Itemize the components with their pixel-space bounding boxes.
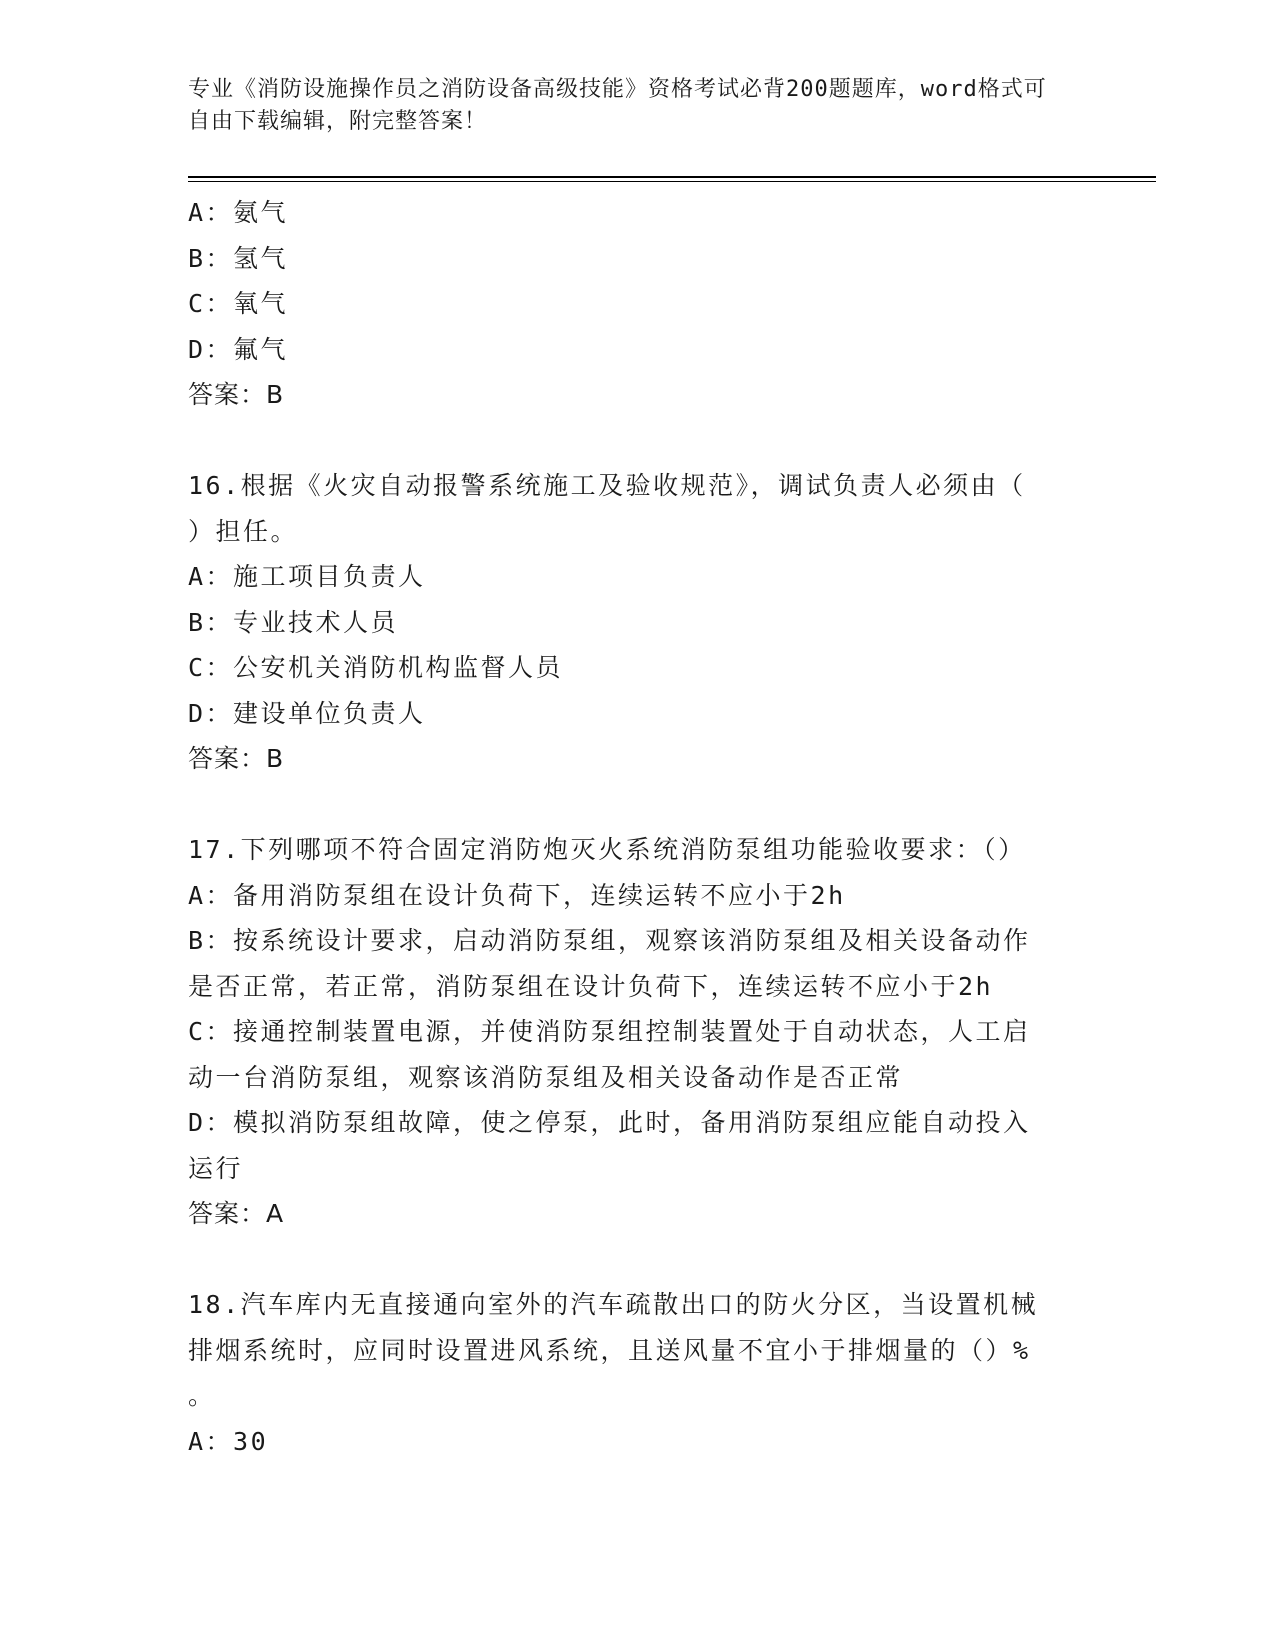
option-d-continued: 运行 (188, 1153, 244, 1183)
answer: 答案：B (188, 744, 285, 773)
question-text: 排烟系统时，应同时设置进风系统，且送风量不宜小于排烟量的（）% (188, 1335, 1031, 1365)
option-a: A：30 (188, 1426, 269, 1456)
answer: 答案：A (188, 1199, 285, 1228)
option-a: A：备用消防泵组在设计负荷下，连续运转不应小于2h (188, 880, 846, 910)
option-a: A：施工项目负责人 (188, 562, 426, 591)
option-c: C：公安机关消防机构监督人员 (188, 653, 564, 682)
header-title: 专业《消防设施操作员之消防设备高级技能》资格考试必背200题题库，word格式可自由下载编辑，附完整答案！ (188, 77, 1047, 134)
spacer (188, 418, 1078, 464)
option-d: D：氟气 (188, 334, 289, 364)
option-b: B：氢气 (188, 243, 289, 273)
option-c-continued: 动一台消防泵组，观察该消防泵组及相关设备动作是否正常 (188, 1062, 904, 1092)
document-body (188, 190, 1078, 1464)
answer: 答案：B (188, 380, 285, 409)
option-b: B：专业技术人员 (188, 607, 399, 637)
option-b: B：按系统设计要求，启动消防泵组，观察该消防泵组及相关设备动作 (188, 926, 1031, 955)
header-divider-thin (188, 181, 1156, 182)
option-a: A：氨气 (188, 198, 289, 227)
option-b-continued: 是否正常，若正常，消防泵组在设计负荷下，连续运转不应小于2h (188, 971, 994, 1001)
question-18 (188, 1282, 1078, 1464)
question-text: ）担任。 (188, 516, 299, 546)
question-16 (188, 463, 1078, 782)
question-15 (188, 190, 1078, 418)
option-d: D：建设单位负责人 (188, 698, 426, 728)
spacer (188, 782, 1078, 828)
option-d: D：模拟消防泵组故障，使之停泵，此时，备用消防泵组应能自动投入 (188, 1108, 1031, 1137)
spacer (188, 1237, 1078, 1283)
question-text: 17.下列哪项不符合固定消防炮灭火系统消防泵组功能验收要求：（） (188, 835, 1026, 864)
option-c: C：接通控制装置电源，并使消防泵组控制装置处于自动状态，人工启 (188, 1017, 1031, 1046)
document-header (188, 74, 1068, 138)
question-text: 18.汽车库内无直接通向室外的汽车疏散出口的防火分区，当设置机械 (188, 1290, 1039, 1319)
question-text: 16.根据《火灾自动报警系统施工及验收规范》，调试负责人必须由（ (188, 471, 1026, 500)
option-c: C：氧气 (188, 289, 289, 318)
question-17 (188, 827, 1078, 1237)
header-divider-thick (188, 176, 1156, 178)
question-text: 。 (188, 1381, 216, 1410)
